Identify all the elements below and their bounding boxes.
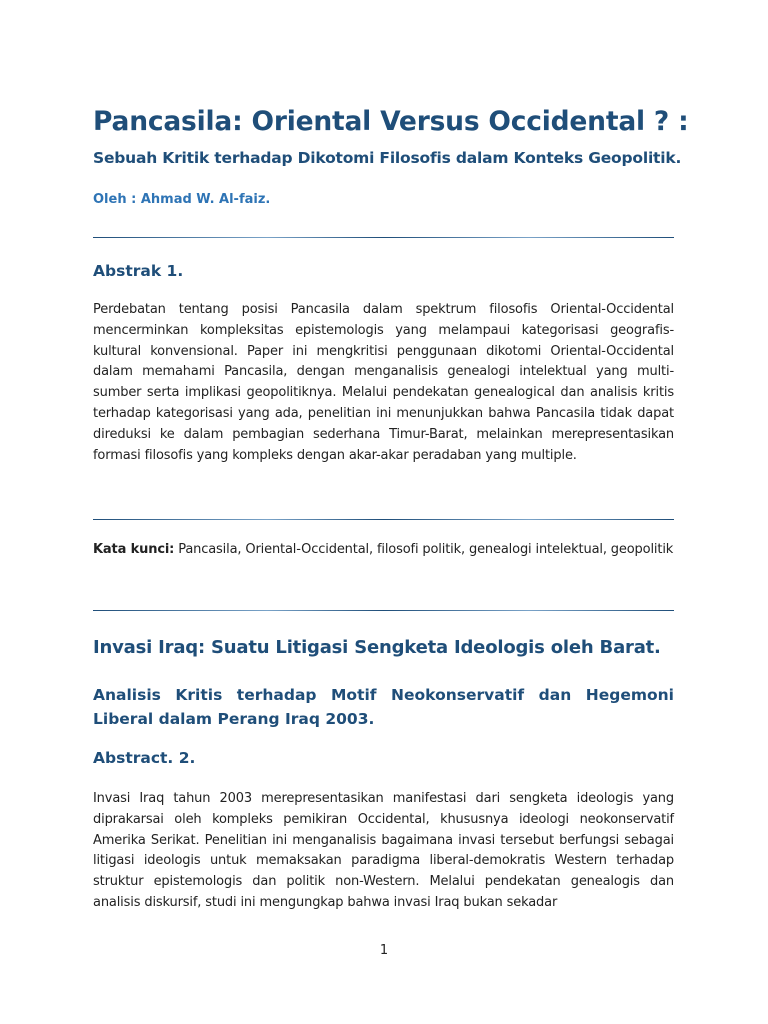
keywords-text: Pancasila, Oriental-Occidental, filosofi politik, genealogi intelektual, geopolitik bbox=[178, 542, 674, 557]
author-line: Oleh : Ahmad W. Al-faiz. bbox=[93, 192, 271, 207]
document-subtitle: Sebuah Kritik terhadap Dikotomi Filosofis dalam Konteks Geopolitik. bbox=[93, 149, 682, 167]
abstract-1-heading: Abstrak 1. bbox=[93, 262, 184, 280]
abstract-2-paragraph: Invasi Iraq tahun 2003 merepresentasikan manifestasi dari sengketa ideologis yang diprakarsai oleh kompleks pemikiran Occidental, khususnya ideologi neokonservatif Amerika Serikat. Penelitian ini menganalisis bagaimana invasi tersebut berfungsi sebagai litigasi ideologis untuk memaksakan paradigma liberal-demokratis Western terhadap struktur epistemologis dan politik non-Western. Melalui pendekatan genealogis dan analisis diskursif, studi ini mengungkap bahwa invasi Iraq bukan sekadar bbox=[93, 791, 674, 910]
document-title: Pancasila: Oriental Versus Occidental ? : bbox=[93, 106, 689, 137]
keywords-label: Kata kunci: bbox=[93, 542, 175, 557]
divider-rule bbox=[93, 519, 674, 520]
keywords-paragraph bbox=[93, 540, 674, 561]
section-2-subheading: Analisis Kritis terhadap Motif Neokonservatif dan Hegemoni Liberal dalam Perang Iraq 2003. bbox=[93, 686, 674, 728]
divider-rule bbox=[93, 237, 674, 238]
abstract-2-heading: Abstract. 2. bbox=[93, 749, 196, 767]
page-number: 1 bbox=[379, 943, 389, 958]
divider-rule bbox=[93, 610, 674, 611]
section-2-heading: Invasi Iraq: Suatu Litigasi Sengketa Ideologis oleh Barat. bbox=[93, 637, 661, 658]
abstract-1-paragraph: Perdebatan tentang posisi Pancasila dalam spektrum filosofis Oriental-Occidental mencerminkan kompleksitas epistemologis yang melampaui kategorisasi geografis-kultural konvensional. Paper ini mengkritisi penggunaan dikotomi Oriental-Occidental dalam memahami Pancasila, dengan menganalisis genealogi intelektual yang multi-sumber serta implikasi geopolitiknya. Melalui pendekatan genealogical dan analisis kritis terhadap kategorisasi yang ada, penelitian ini menunjukkan bahwa Pancasila tidak dapat direduksi ke dalam pembagian sederhana Timur-Barat, melainkan merepresentasikan formasi filosofis yang kompleks dengan akar-akar peradaban yang multiple. bbox=[93, 302, 674, 463]
